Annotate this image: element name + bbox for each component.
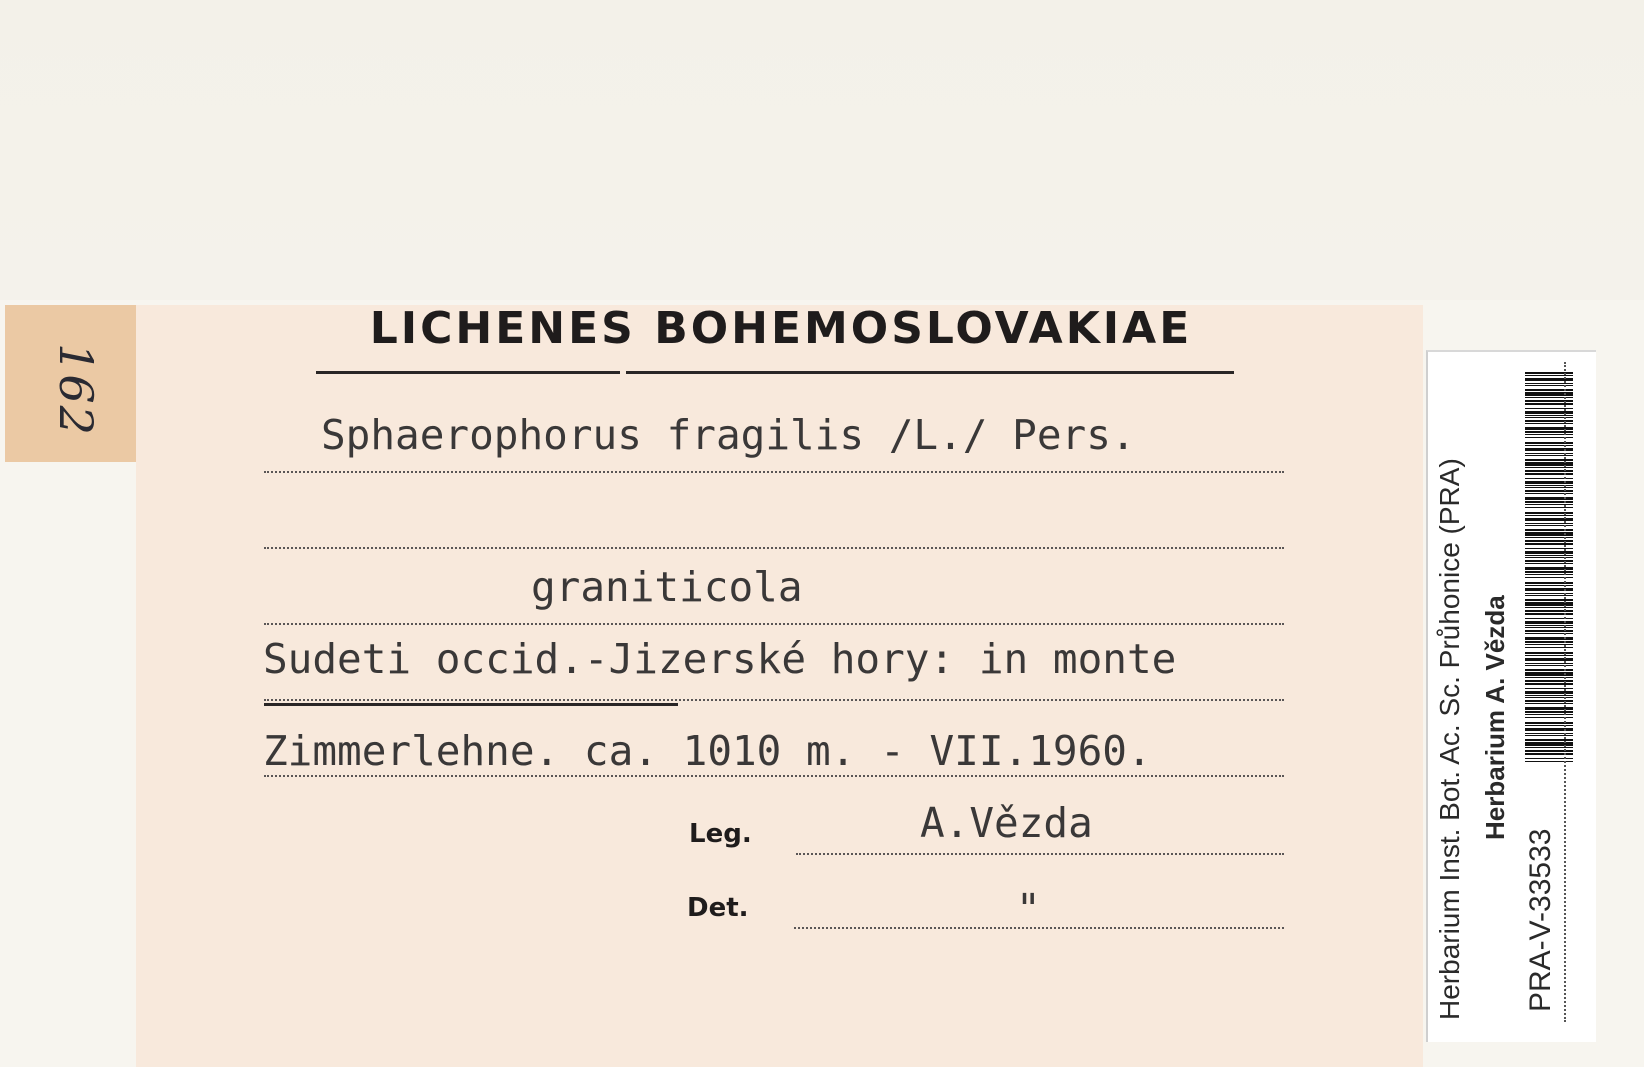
species-dotted-line — [264, 471, 1284, 473]
locality-dotted-line-2 — [264, 775, 1284, 777]
blank-dotted-line — [264, 547, 1284, 549]
label-title: LICHENES BOHEMOSLOVAKIAE — [369, 303, 1193, 354]
locality-dotted-line-1 — [264, 699, 1284, 701]
title-underline-right — [626, 371, 1234, 374]
id-dotted-rule — [1564, 362, 1566, 1022]
institution-text: Herbarium Inst. Bot. Ac. Sc. Průhonice (PRA) — [1434, 458, 1465, 1020]
tag-number: 162 — [48, 343, 103, 437]
leg-label: Leg. — [689, 819, 752, 849]
leg-dotted-line — [796, 853, 1284, 855]
specimen-id: PRA-V-33533 — [1524, 828, 1557, 1012]
locality-line-1: Sudeti occid.-Jizerské hory: in monte — [263, 635, 1177, 683]
det-value: " — [1016, 885, 1041, 933]
leg-value: A.Vězda — [920, 799, 1093, 847]
substrate: graniticola — [531, 563, 803, 611]
det-dotted-line — [794, 927, 1284, 929]
number-tag — [5, 305, 136, 462]
barcode-label — [1426, 350, 1596, 1042]
det-label: Det. — [687, 893, 749, 923]
title-underline-left — [316, 371, 620, 374]
species-name: Sphaerophorus fragilis /L./ Pers. — [321, 411, 1136, 459]
collection-text: Herbarium A. Vězda — [1480, 595, 1510, 840]
locality-line-2: Zimmerlehne. ca. 1010 m. - VII.1960. — [263, 727, 1152, 775]
locality-underline — [264, 703, 678, 706]
specimen-label — [136, 305, 1423, 1067]
substrate-dotted-line — [264, 623, 1284, 625]
